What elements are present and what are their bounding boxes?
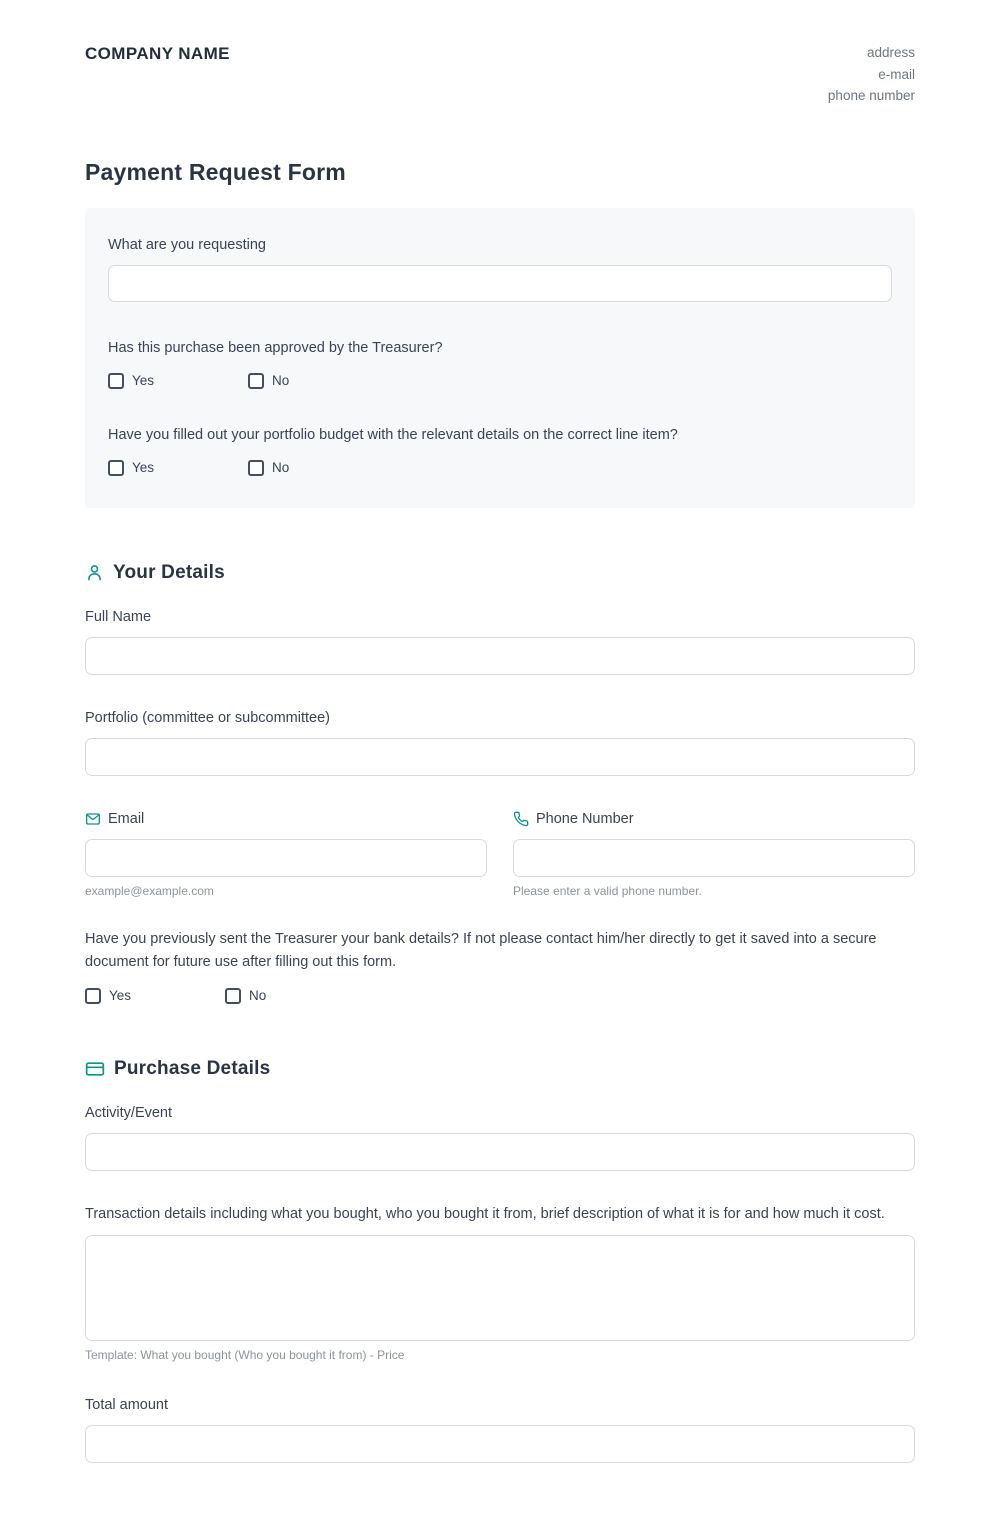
email-field [85, 808, 487, 898]
checkbox-icon[interactable] [248, 460, 264, 476]
person-icon [85, 563, 104, 582]
full-name-label: Full Name [85, 608, 152, 625]
requesting-field [108, 234, 892, 302]
total-amount-label: Total amount [85, 1396, 169, 1413]
transaction-details-label: Transaction details including what you bought, who you bought it from, brief description of what it is for and how much it cost. [85, 1205, 885, 1222]
bank-details-no-option[interactable] [225, 988, 365, 1004]
total-amount-field [85, 1394, 915, 1463]
checkbox-label: Yes [109, 988, 132, 1003]
form-title: Payment Request Form [85, 158, 346, 185]
portfolio-budget-no-option[interactable] [248, 460, 388, 476]
portfolio-label: Portfolio (committee or subcommittee) [85, 709, 330, 726]
checkbox-label: Yes [132, 373, 155, 388]
transaction-details-field [85, 1203, 915, 1362]
email-helper-text: example@example.com [85, 883, 214, 898]
treasurer-approved-question [108, 337, 892, 389]
portfolio-budget-question [108, 424, 892, 476]
total-amount-input[interactable] [85, 1425, 915, 1463]
email-input[interactable] [85, 839, 487, 877]
page-header [85, 42, 915, 107]
company-address: address [866, 45, 915, 60]
credit-card-icon [85, 1059, 105, 1079]
treasurer-approved-yes-option[interactable] [108, 373, 248, 389]
purchase-details-section-header [85, 1058, 915, 1080]
company-phone: phone number [827, 88, 915, 103]
purchase-details-title: Purchase Details [114, 1057, 271, 1079]
transaction-template-helper: Template: What you bought (Who you bought it from) - Price [85, 1347, 405, 1362]
portfolio-budget-label: Have you filled out your portfolio budget with the relevant details on the correct line item? [108, 426, 678, 443]
full-name-field [85, 606, 915, 675]
bank-details-label: Have you previously sent the Treasurer your bank details? If not please contact him/her directly to get it saved into a secure document for future use after filling out this form. [85, 930, 877, 970]
email-label: Email [108, 810, 145, 827]
requesting-input[interactable] [108, 265, 892, 302]
your-details-title: Your Details [113, 561, 225, 583]
portfolio-budget-yes-option[interactable] [108, 460, 248, 476]
phone-helper-text: Please enter a valid phone number. [513, 883, 702, 898]
checkbox-label: No [249, 988, 267, 1003]
envelope-icon [85, 811, 101, 827]
checkbox-icon[interactable] [108, 373, 124, 389]
requesting-label: What are you requesting [108, 236, 266, 253]
treasurer-approved-options [108, 373, 892, 389]
phone-label: Phone Number [536, 810, 634, 827]
company-name: COMPANY NAME [85, 44, 230, 63]
activity-label: Activity/Event [85, 1104, 173, 1121]
checkbox-label: No [272, 460, 290, 475]
bank-details-options [85, 988, 915, 1004]
checkbox-label: Yes [132, 460, 155, 475]
payment-request-form-page [85, 0, 915, 1527]
intro-section-box [85, 208, 915, 508]
activity-field [85, 1102, 915, 1171]
checkbox-label: No [272, 373, 290, 388]
phone-icon [513, 811, 529, 827]
checkbox-icon[interactable] [108, 460, 124, 476]
bank-details-yes-option[interactable] [85, 988, 225, 1004]
full-name-input[interactable] [85, 637, 915, 675]
bank-details-question [85, 928, 915, 1004]
transaction-details-textarea[interactable] [85, 1235, 915, 1341]
checkbox-icon[interactable] [85, 988, 101, 1004]
portfolio-input[interactable] [85, 738, 915, 776]
company-contact-block [828, 42, 915, 107]
treasurer-approved-label: Has this purchase been approved by the Treasurer? [108, 339, 443, 356]
phone-field [513, 808, 915, 898]
portfolio-field [85, 707, 915, 776]
your-details-section-header [85, 562, 915, 584]
phone-input[interactable] [513, 839, 915, 877]
checkbox-icon[interactable] [225, 988, 241, 1004]
email-phone-row [85, 808, 915, 898]
checkbox-icon[interactable] [248, 373, 264, 389]
treasurer-approved-no-option[interactable] [248, 373, 388, 389]
activity-input[interactable] [85, 1133, 915, 1171]
portfolio-budget-options [108, 460, 892, 476]
company-email: e-mail [878, 66, 915, 82]
